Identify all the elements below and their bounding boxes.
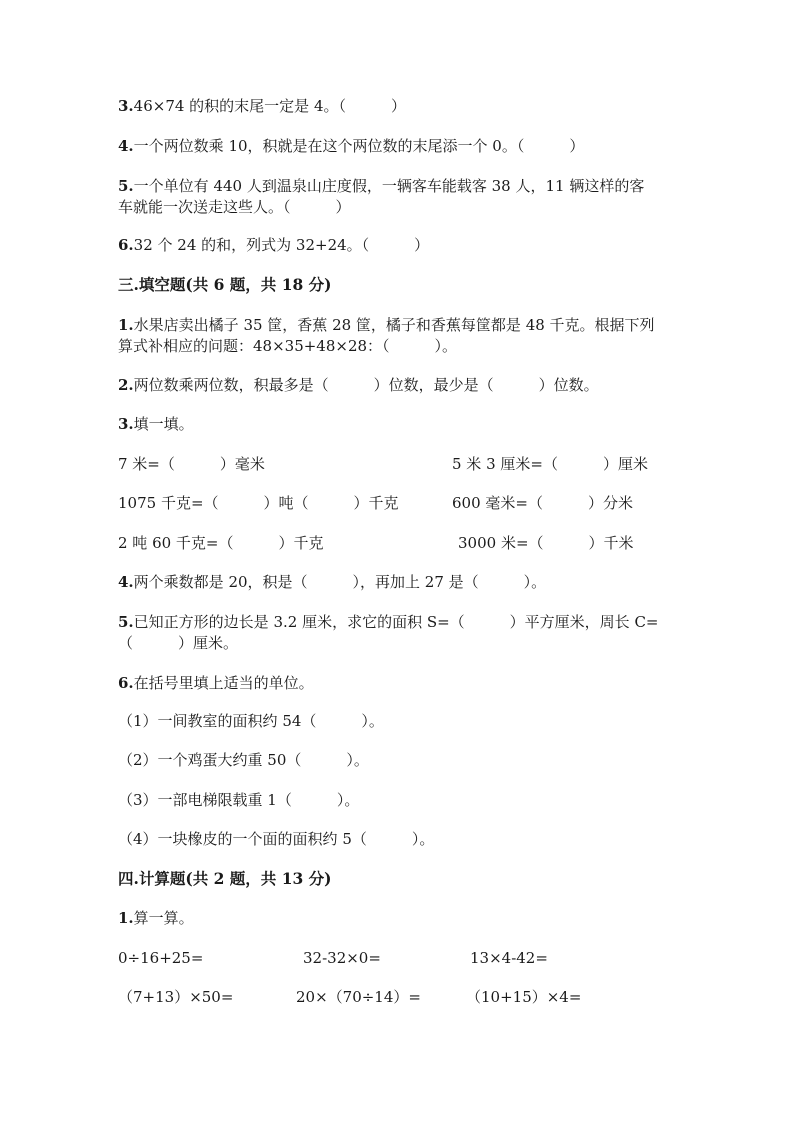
question-3-1: 1.水果店卖出橘子 35 筐，香蕉 28 筐，橘子和香蕉每筐都是 48 千克。根据下列 — [118, 316, 655, 334]
calc-2-1: （7+13）×50= — [118, 988, 234, 1006]
question-3-6: 6.在括号里填上适当的单位。 — [118, 674, 314, 692]
question-2-3: 3.46×74 的积的末尾一定是 4。（ ） — [118, 97, 406, 115]
calc-1-1: 0÷16+25= — [118, 949, 204, 967]
sub-item-4: （4）一块橡皮的一个面的面积约 5（ ）。 — [118, 830, 435, 848]
sub-item-1: （1）一间教室的面积约 54（ ）。 — [118, 712, 384, 730]
fill-row-2-left: 1075 千克=（ ）吨（ ）千克 — [118, 494, 399, 512]
question-3-2: 2.两位数乘两位数，积最多是（ ）位数，最少是（ ）位数。 — [118, 376, 599, 394]
fill-row-3-right: 3000 米=（ ）千米 — [458, 534, 634, 552]
fill-row-3-left: 2 吨 60 千克=（ ）千克 — [118, 534, 324, 552]
sub-item-3: （3）一部电梯限载重 1（ ）。 — [118, 791, 360, 809]
section-4-title: 四.计算题(共 2 题，共 13 分) — [118, 869, 332, 888]
calc-2-3: （10+15）×4= — [466, 988, 582, 1006]
question-2-4: 4.一个两位数乘 10，积就是在这个两位数的末尾添一个 0。（ ） — [118, 137, 585, 155]
fill-row-1-left: 7 米=（ ）毫米 — [118, 455, 265, 473]
calc-1-3: 13×4-42= — [470, 949, 548, 967]
fill-row-1-right: 5 米 3 厘米=（ ）厘米 — [452, 455, 648, 473]
section-3-title: 三.填空题(共 6 题，共 18 分) — [118, 275, 332, 294]
question-4-1: 1.算一算。 — [118, 909, 194, 927]
fill-row-2-right: 600 毫米=（ ）分米 — [452, 494, 633, 512]
question-3-4: 4.两个乘数都是 20，积是（ ），再加上 27 是（ ）。 — [118, 573, 547, 591]
question-3-5: 5.已知正方形的边长是 3.2 厘米，求它的面积 S=（ ）平方厘米，周长 C= — [118, 613, 659, 631]
question-3-3: 3.填一填。 — [118, 415, 194, 433]
calc-1-2: 32-32×0= — [303, 949, 381, 967]
question-3-5-line2: （ ）厘米。 — [118, 634, 239, 652]
sub-item-2: （2）一个鸡蛋大约重 50（ ）。 — [118, 751, 369, 769]
question-2-5-line2: 车就能一次送走这些人。（ ） — [118, 198, 351, 216]
calc-2-2: 20×（70÷14）= — [296, 988, 421, 1006]
question-2-5: 5.一个单位有 440 人到温泉山庄度假，一辆客车能载客 38 人，11 辆这样的客 — [118, 177, 645, 195]
question-3-1-line2: 算式补相应的问题：48×35+48×28：（ ）。 — [118, 337, 458, 355]
question-2-6: 6.32 个 24 的和，列式为 32+24。（ ） — [118, 236, 430, 254]
